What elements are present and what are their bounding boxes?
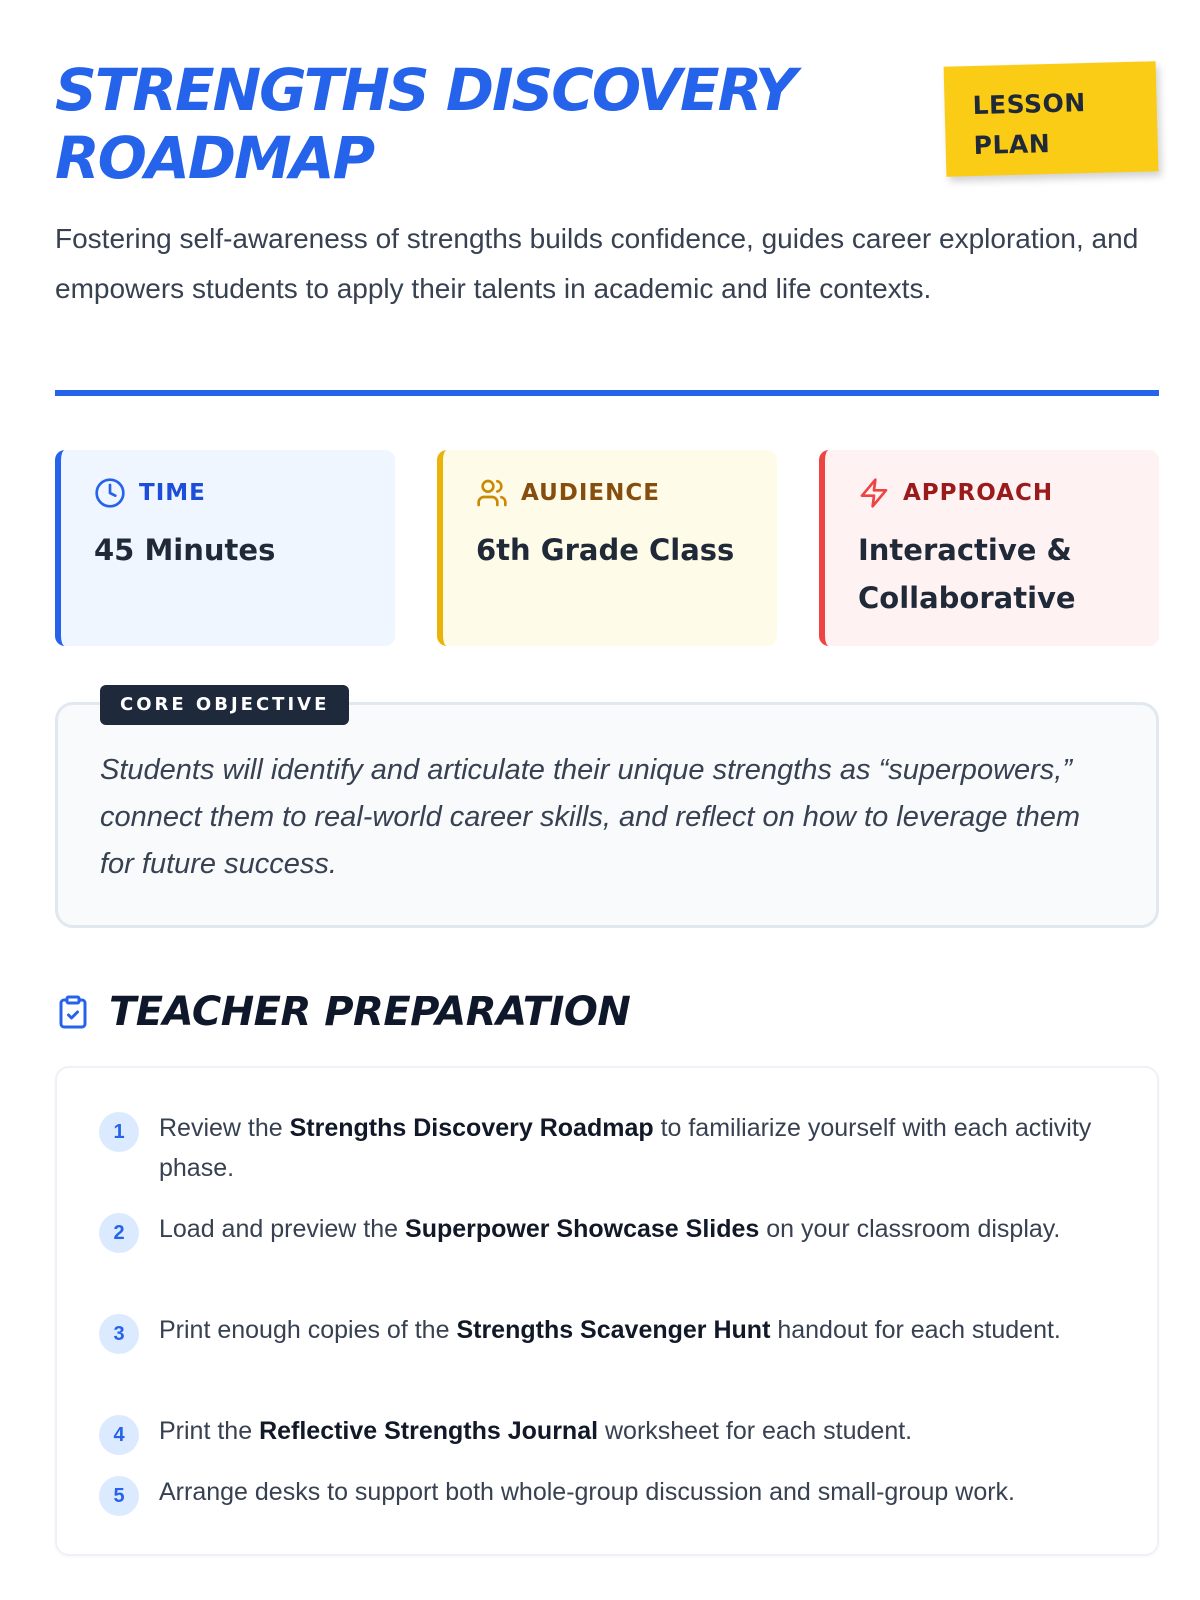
header (55, 56, 1159, 196)
step-text (159, 1310, 1119, 1350)
audience-card (437, 450, 777, 646)
step-number-badge: 5 (99, 1476, 139, 1516)
step-text-after: on your classroom display. (759, 1215, 1061, 1243)
step-text-before: Print the (159, 1417, 260, 1445)
approach-label-row (858, 476, 1159, 510)
step-text-before: Arrange desks to support both whole-group discussion and small-group work. (159, 1478, 1016, 1506)
approach-card (819, 450, 1159, 646)
core-objective-text: Students will identify and articulate their unique strengths as “superpowers,” connect them to real-world career skills, and reflect on how to leverage them for future success. (100, 754, 1081, 880)
step-text (159, 1108, 1119, 1188)
time-label: TIME (139, 480, 206, 506)
step-text-after: worksheet for each student. (598, 1417, 913, 1445)
clock-icon (94, 477, 126, 509)
step-text (159, 1209, 1119, 1249)
intro-paragraph: Fostering self-awareness of strengths builds confidence, guides career exploration, and empowers students to apply their talents in academic and life contexts. (55, 223, 1139, 304)
teacher-preparation-heading (55, 984, 630, 1040)
header-divider (55, 390, 1159, 396)
audience-value: 6th Grade Class (476, 533, 735, 567)
teacher-preparation-title: TEACHER PREPARATION (109, 989, 631, 1035)
time-value: 45 Minutes (94, 533, 276, 567)
page-title: STRENGTHS DISCOVERY ROADMAP (55, 56, 795, 192)
step-text-before: Review the (159, 1114, 290, 1142)
lesson-plan-page (55, 0, 1159, 1600)
step-number-badge: 2 (99, 1213, 139, 1253)
step-text-bold: Superpower Showcase Slides (405, 1215, 760, 1243)
step-text (159, 1411, 1119, 1451)
audience-label: AUDIENCE (521, 480, 660, 506)
audience-label-row (476, 476, 777, 510)
preparation-steps-box (55, 1066, 1159, 1556)
approach-value: Interactive & Collaborative (858, 533, 1076, 615)
core-objective-box (55, 694, 1159, 928)
step-number-badge: 1 (99, 1112, 139, 1152)
lightning-icon (858, 477, 890, 509)
info-cards (55, 450, 1159, 646)
step-number-badge: 4 (99, 1415, 139, 1455)
badge-line-2: PLAN (973, 129, 1051, 161)
clipboard-check-icon (55, 992, 91, 1032)
badge-line-1: LESSON (972, 88, 1087, 121)
approach-label: APPROACH (903, 480, 1054, 506)
step-text-after: to familiarize yourself with each activity phase. (159, 1114, 1092, 1182)
step-number-badge: 3 (99, 1314, 139, 1354)
time-label-row (94, 476, 395, 510)
step-text (159, 1472, 1119, 1512)
step-text-after: handout for each student. (770, 1316, 1061, 1344)
core-objective-tag: CORE OBJECTIVE (100, 685, 349, 725)
lesson-plan-badge (944, 61, 1159, 177)
step-text-bold: Strengths Scavenger Hunt (456, 1316, 771, 1344)
step-text-bold: Strengths Discovery Roadmap (289, 1114, 654, 1142)
step-text-before: Load and preview the (159, 1215, 406, 1243)
time-card (55, 450, 395, 646)
step-text-before: Print enough copies of the (159, 1316, 457, 1344)
users-icon (476, 477, 508, 509)
step-text-bold: Reflective Strengths Journal (259, 1417, 599, 1445)
